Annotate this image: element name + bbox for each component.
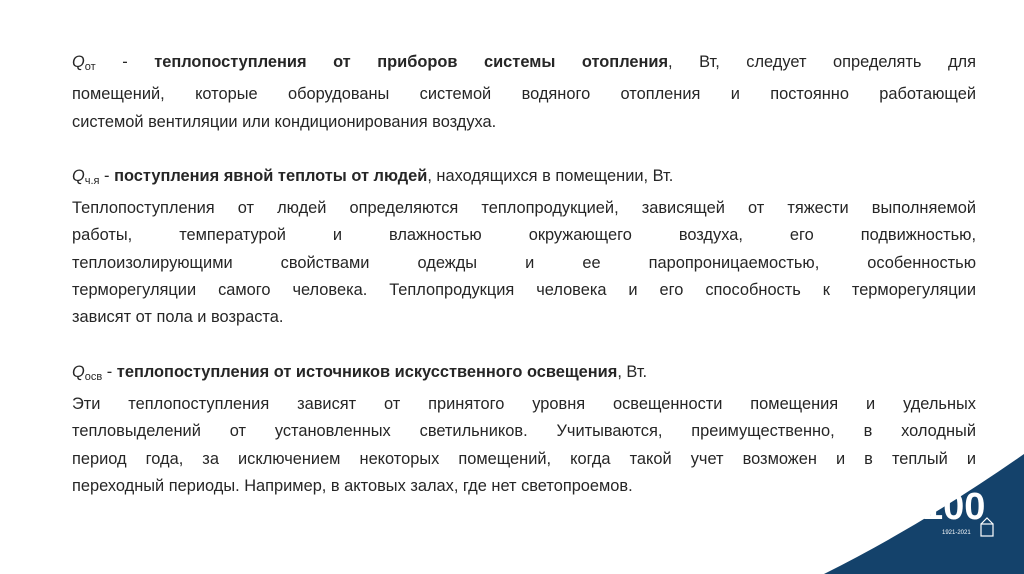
line: [72, 163, 976, 195]
logo-number: 100: [922, 486, 986, 528]
line: [72, 49, 976, 81]
symbol-q: Q: [72, 362, 85, 381]
corner-logo-band: [784, 454, 1024, 574]
line: работы, температурой и влажностью окружающего воздуха, его подвижностью,: [72, 226, 976, 245]
line: тепловыделений от установленных светильников. Учитываются, преимущественно, в холодный: [72, 422, 976, 441]
logo-years: 1921-2021: [942, 530, 971, 536]
paragraph-q-chya: [72, 163, 976, 332]
slide-body: [72, 49, 976, 500]
subscript: осв: [84, 370, 103, 383]
symbol-q: Q: [72, 53, 85, 71]
subscript: от: [84, 61, 96, 73]
dash: -: [102, 362, 117, 381]
text: , Вт, следует определять для: [668, 53, 976, 71]
line: период года, за исключением некоторых помещений, когда такой учет возможен и в теплый и: [72, 449, 976, 468]
line: системой вентиляции или кондиционирования воздуха.: [72, 112, 497, 131]
line: [72, 359, 976, 391]
line: Эти теплопоступления зависят от принятого уровня освещенности помещения и удельных: [72, 394, 976, 413]
line: теплоизолирующими свойствами одежды и ее паропроницаемостью, особенностью: [72, 253, 976, 272]
line: Теплопоступления от людей определяются теплопродукцией, зависящей от тяжести выполняемой: [72, 199, 976, 218]
symbol-q: Q: [72, 166, 85, 185]
line: переходный периоды. Например, в актовых залах, где нет светопроемов.: [72, 476, 633, 495]
text: , Вт.: [617, 362, 648, 381]
dash: -: [95, 53, 155, 71]
dash: -: [99, 166, 115, 185]
term-bold: поступления явной теплоты от людей: [114, 166, 428, 185]
line: зависят от пола и возраста.: [72, 308, 284, 327]
term-bold: теплопоступления от приборов системы отопления: [154, 53, 669, 71]
line: терморегуляции самого человека. Теплопродукция человека и его способность к терморегуляции: [72, 281, 976, 300]
term-bold: теплопоступления от источников искусственного освещения: [116, 362, 618, 381]
line: помещений, которые оборудованы системой водяного отопления и постоянно работающей: [72, 85, 976, 104]
subscript: ч.я: [84, 174, 100, 187]
paragraph-q-ot: [72, 49, 976, 136]
text: , находящихся в помещении, Вт.: [427, 166, 674, 185]
